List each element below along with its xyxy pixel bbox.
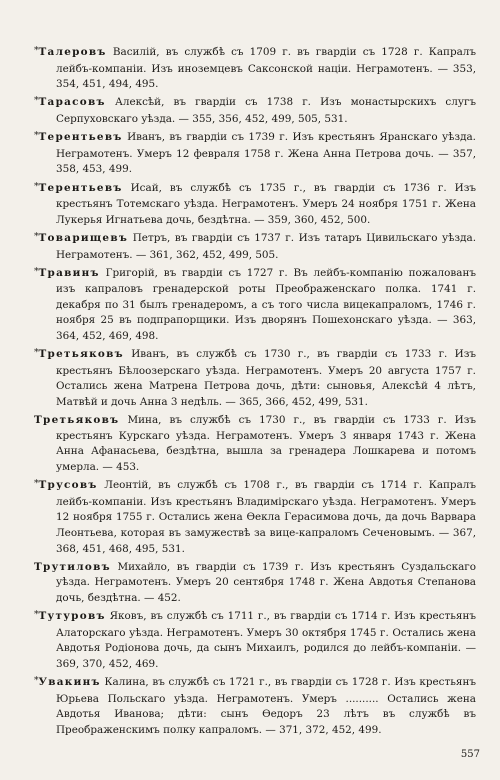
asterisk-mark: *: [34, 181, 39, 192]
entry-text: Петръ, въ гвардіи съ 1737 г. Изъ татаръ Цивильскаго уѣзда. Неграмотенъ. — 361, 362, 452, 499, 505.: [56, 231, 476, 261]
asterisk-mark: *: [34, 676, 39, 687]
list-item: [34, 95, 476, 127]
entry-text: Исай, въ службѣ съ 1735 г., въ гвардіи съ 1736 г. Изъ крестьянъ Тотемскаго уѣзда. Неграмотенъ. Умеръ 24 ноября 1751 г. Жена Лукерья Игнатьева дочь, бездѣтна. — 359, 360, 452, 500.: [56, 181, 476, 226]
entry-surname: Терентьевъ: [38, 181, 123, 194]
list-item: [34, 45, 476, 93]
list-item: [34, 347, 476, 410]
entry-text: Иванъ, въ гвардіи съ 1739 г. Изъ крестьянъ Яранскаго уѣзда. Неграмотенъ. Умеръ 12 февраля 1758 г. Жена Анна Петрова дочь. — 357, 358, 453, 499.: [56, 131, 476, 176]
list-item: [34, 478, 476, 557]
entry-surname: Терентьевъ: [38, 131, 123, 144]
asterisk-mark: *: [34, 348, 39, 359]
entry-surname: Третьяковъ: [38, 348, 124, 361]
list-item: [34, 181, 476, 229]
list-item: [34, 560, 476, 607]
page-number: 557: [460, 749, 480, 760]
list-item: [34, 609, 476, 672]
entry-text: Мина, въ службѣ съ 1730 г., въ гвардіи съ 1733 г. Изъ крестьянъ Курскаго уѣзда. Неграмотенъ. Умеръ 3 января 1743 г. Жена Анна Афанасьева, бездѣтна, вышла за гренадера Лошкарева и потомъ умерла. — 453.: [56, 414, 476, 473]
entry-surname: Третьяковъ: [34, 414, 120, 427]
entry-text: Василій, въ службѣ съ 1709 г. въ гвардіи съ 1728 г. Капралъ лейбъ-компаніи. Изъ иноземцевъ Саксонской націи. Неграмотенъ. — 353, 354, 451, 494, 495.: [56, 46, 476, 91]
asterisk-mark: *: [34, 479, 39, 490]
asterisk-mark: *: [34, 46, 39, 56]
entry-surname: Увакинъ: [38, 676, 101, 689]
entry-surname: Трусовъ: [38, 479, 98, 492]
entry-text: Калина, въ службѣ съ 1721 г., въ гвардіи съ 1728 г. Изъ крестьянъ Юрьева Польскаго уѣзда. Неграмотенъ. Умеръ .......... Остались жена Авдотья Иванова; дѣти: сынъ Ѳедоръ 23 лѣтъ въ службѣ въ Преображенскимъ полку капраломъ. — 371, 372, 452, 499.: [56, 676, 476, 736]
list-item: [34, 231, 476, 263]
entry-surname: Талеровъ: [38, 46, 107, 58]
list-item: [34, 130, 476, 178]
entry-list: [34, 45, 476, 741]
asterisk-mark: *: [34, 96, 39, 107]
entry-text: Леонтій, въ службѣ съ 1708 г., въ гвардіи съ 1714 г. Капралъ лейбъ-компаніи. Изъ крестьянъ Владимірскаго уѣзда. Неграмотенъ. Умеръ 12 ноября 1755 г. Остались жена Ѳекла Герасимова дочь, да дочь Варвара Леонтьева, которая въ замужествѣ за вице-капраломъ Сеченовымъ. — 367, 368, 451, 468, 495, 531.: [56, 479, 476, 555]
entry-surname: Травинъ: [38, 266, 100, 279]
list-item: [34, 266, 476, 345]
entry-text: Иванъ, въ службѣ съ 1730 г., въ гвардіи съ 1733 г. Изъ крестьянъ Бѣлоозерскаго уѣзда. Неграмотенъ. Умеръ 20 августа 1757 г. Остались жена Матрена Петрова дочь, дѣти: сыновья, Алексѣй 4 лѣтъ, Матвѣй и дочь Анна 3 недѣль. — 365, 366, 452, 499, 531.: [56, 348, 476, 409]
asterisk-mark: *: [34, 266, 39, 277]
list-item: [34, 413, 476, 475]
entry-text: Михайло, въ гвардіи съ 1739 г. Изъ крестьянъ Суздальскаго уѣзда. Неграмотенъ. Умеръ 20 сентября 1748 г. Жена Авдотья Степанова дочь, бездѣтна. — 452.: [56, 560, 476, 604]
entry-surname: Тарасовъ: [38, 96, 106, 109]
list-item: [34, 675, 476, 738]
entry-text: Григорій, въ гвардіи съ 1727 г. Въ лейбъ-компанію пожалованъ изъ капраловъ гренадерской роты Преображенскаго полка. 1741 г. декабря по 31 былъ гренадеромъ, а съ того числа вицекапраломъ, 1746 г. ноября 25 въ подпрапорщики. Изъ дворянъ Пошехонскаго уѣзда. — 363, 364, 452, 469, 498.: [56, 266, 476, 343]
entry-text: Алексѣй, въ гвардіи съ 1738 г. Изъ монастырскихъ слугъ Серпуховскаго уѣзда. — 355, 356, 452, 499, 505, 531.: [56, 96, 476, 125]
asterisk-mark: *: [34, 610, 39, 621]
entry-surname: Товарищевъ: [38, 231, 129, 244]
entry-text: Яковъ, въ службѣ съ 1711 г., въ гвардіи съ 1714 г. Изъ крестьянъ Алаторскаго уѣзда. Неграмотенъ. Умеръ 30 октября 1745 г. Остались жена Авдотья Родіонова дочь, да сынъ Михаилъ, родился до лейбъ-компаніи. — 369, 370, 452, 469.: [56, 610, 476, 670]
asterisk-mark: *: [34, 231, 39, 242]
entry-surname: Тутуровъ: [38, 610, 106, 623]
entry-surname: Трутиловъ: [34, 560, 111, 573]
asterisk-mark: *: [34, 131, 39, 142]
